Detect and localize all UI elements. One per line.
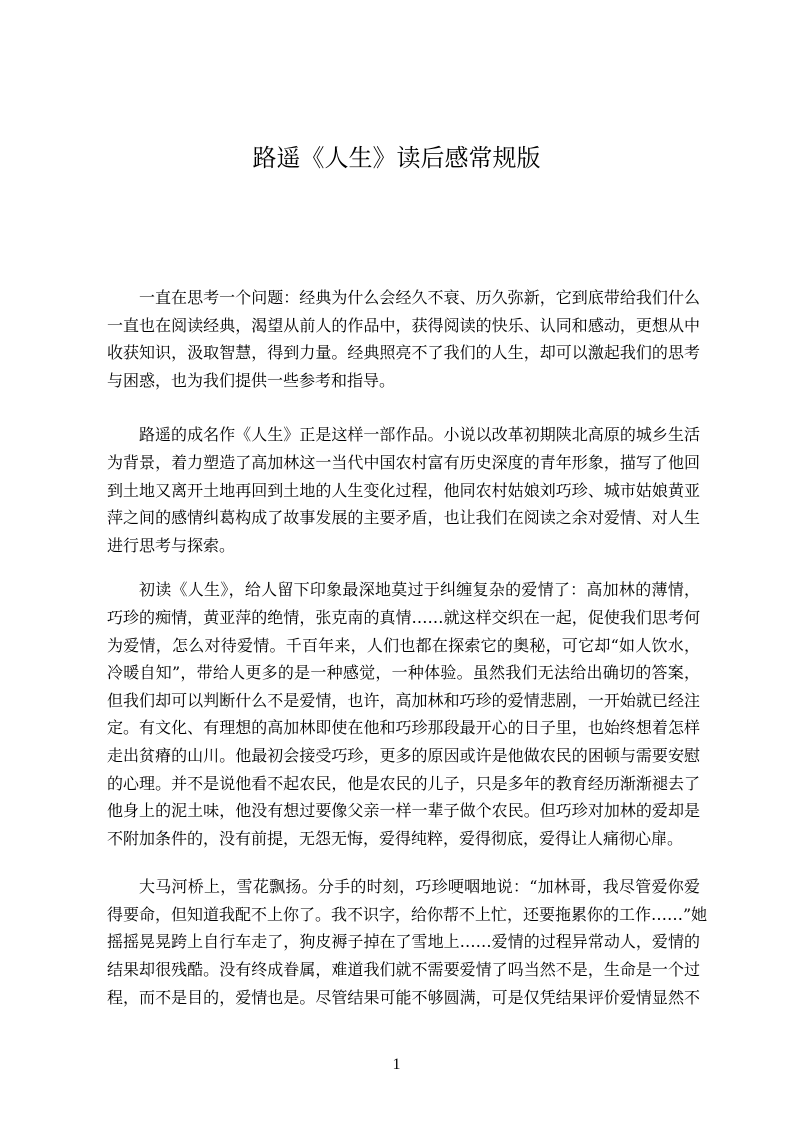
- paragraph-line: 但我们却可以判断什么不是爱情，也许，高加林和巧珍的爱情悲剧，一开始就已经注: [107, 690, 700, 710]
- paragraph-line: 路遥的成名作《人生》正是这样一部作品。小说以改革初期陕北高原的城乡生活: [139, 425, 700, 445]
- paragraph-line: 为爱情，怎么对待爱情。千百年来，人们也都在探索它的奥秘，可它却“如人饮水，: [107, 635, 700, 655]
- page-number: 1: [392, 1056, 401, 1073]
- paragraph-line: 不附加条件的，没有前提，无怨无悔，爱得纯粹，爱得彻底，爱得让人痛彻心扉。: [107, 828, 684, 848]
- paragraph-line: 程，而不是目的，爱情也是。尽管结果可能不够圆满，可是仅凭结果评价爱情显然不: [107, 987, 700, 1007]
- paragraph-line: 他身上的泥土味，他没有想过要像父亲一样一辈子做个农民。但巧珍对加林的爱却是: [107, 801, 700, 821]
- paragraph-line: 到土地又离开土地再回到土地的人生变化过程，他同农村姑娘刘巧珍、城市姑娘黄亚: [107, 480, 700, 500]
- paragraph-line: 得要命，但知道我配不上你了。我不识字，给你帮不上忙，还要拖累你的工作……”她: [107, 904, 708, 924]
- paragraph-line: 初读《人生》，给人留下印象最深地莫过于纠缠复杂的爱情了：高加林的薄情，: [139, 580, 700, 600]
- paragraph-line: 走出贫瘠的山川。他最初会接受巧珍，更多的原因或许是他做农民的困顿与需要安慰: [107, 745, 700, 765]
- paragraph: [107, 576, 700, 852]
- paragraph-line: 与困惑，也为我们提供一些参考和指导。: [107, 370, 396, 390]
- paragraph-line: 进行思考与探索。: [107, 535, 236, 555]
- paragraph-line: 摇摇晃晃跨上自行车走了，狗皮褥子掉在了雪地上……爱情的过程异常动人，爱情的: [107, 932, 700, 952]
- paragraph-line: 收获知识，汲取智慧，得到力量。经典照亮不了我们的人生，却可以激起我们的思考: [107, 343, 700, 363]
- paragraph-line: 大马河桥上，雪花飘扬。分手的时刻，巧珍哽咽地说：“加林哥，我尽管爱你爱: [139, 877, 700, 897]
- document-body: [107, 284, 708, 1011]
- paragraph-line: 一直在思考一个问题：经典为什么会经久不衰、历久弥新，它到底带给我们什么: [139, 288, 700, 307]
- document-title: 路遥《人生》读后感常规版: [252, 144, 541, 172]
- paragraph: [107, 284, 700, 394]
- paragraph-line: 萍之间的感情纠葛构成了故事发展的主要矛盾，也让我们在阅读之余对爱情、对人生: [107, 508, 700, 528]
- paragraph-line: 定。有文化、有理想的高加林即使在他和巧珍那段最开心的日子里，也始终想着怎样: [107, 718, 700, 738]
- paragraph-line: 为背景，着力塑造了高加林这一当代中国农村富有历史深度的青年形象，描写了他回: [107, 452, 700, 472]
- paragraph-line: 巧珍的痴情，黄亚萍的绝情，张克南的真情……就这样交织在一起，促使我们思考何: [107, 607, 700, 627]
- paragraph-line: 的心理。并不是说他看不起农民，他是农民的儿子，只是多年的教育经历渐渐褪去了: [107, 773, 700, 793]
- paragraph-line: 一直也在阅读经典，渴望从前人的作品中，获得阅读的快乐、认同和感动，更想从中: [107, 315, 700, 335]
- paragraph: [107, 873, 708, 1011]
- paragraph-line: 结果却很残酷。没有终成眷属，难道我们就不需要爱情了吗当然不是，生命是一个过: [107, 960, 700, 980]
- paragraph: [107, 421, 700, 559]
- paragraph-line: 冷暖自知”，带给人更多的是一种感觉，一种体验。虽然我们无法给出确切的答案，: [107, 663, 700, 683]
